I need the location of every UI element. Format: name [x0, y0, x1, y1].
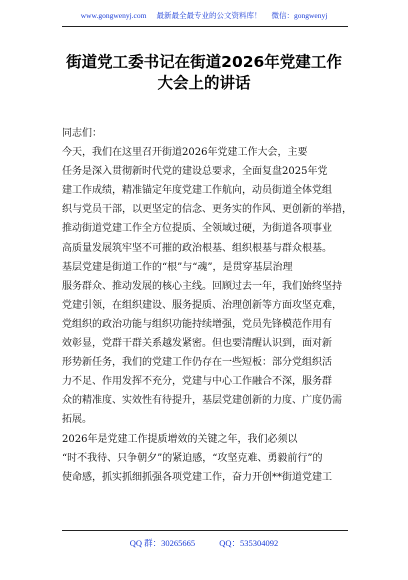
header-website[interactable]: www.gongwenyj.com	[80, 11, 147, 20]
header-wechat: 微信：gongwenyj	[271, 11, 328, 20]
body-line: 推动街道党建工作全方位提质、全领域过硬，为街道各项事业	[62, 223, 332, 235]
body-line: 党建引领，在组织建设、服务提质、治理创新等方面攻坚克难，	[62, 299, 342, 311]
page-footer	[0, 537, 408, 549]
salutation: 同志们：	[62, 128, 102, 139]
body-line: 2026年是党建工作提质增效的关键之年，我们必须以	[62, 433, 298, 445]
body-line: 基层党建是街道工作的“根”与“魂”，是贯穿基层治理	[62, 261, 293, 273]
body-line: 拓展。	[62, 414, 92, 426]
header-divider	[62, 26, 348, 27]
footer-qq: QQ：535304092	[219, 538, 279, 548]
body-line: 织与党员干部，以更坚定的信念、更务实的作风、更创新的举措，	[62, 204, 352, 216]
body-line: 党组织的政治功能与组织功能持续增强，党员先锋模范作用有	[62, 318, 332, 330]
body-line: 高质量发展筑牢坚不可摧的政治根基、组织根基与群众根基。	[62, 242, 332, 254]
body-line: “时不我待、只争朝夕”的紧迫感，“攻坚克难、勇毅前行”的	[62, 452, 323, 464]
title-line-2: 大会上的讲话	[157, 74, 251, 92]
footer-divider	[62, 530, 348, 531]
page-header	[0, 10, 408, 21]
body-line: 任务是深入贯彻新时代党的建设总要求，全面复盘2025年党	[62, 166, 328, 178]
document-title	[40, 52, 368, 94]
body-line: 使命感，抓实抓细抓强各项党建工作，奋力开创**街道党建工	[62, 471, 332, 483]
footer-qq-group: QQ 群：30265665	[129, 538, 196, 548]
body-line: 建工作成绩，精准锚定年度党建工作航向，动员街道全体党组	[62, 185, 332, 197]
body-line: 形势新任务，我们的党建工作仍存在一些短板：部分党组织活	[62, 357, 332, 369]
document-body	[62, 124, 352, 487]
body-line: 服务群众、推动发展的核心主线。回顾过去一年，我们始终坚持	[62, 280, 342, 292]
body-line: 效彰显，党群干群关系越发紧密。但也要清醒认识到，面对新	[62, 338, 332, 350]
body-line: 今天，我们在这里召开街道2026年党建工作大会，主要	[62, 147, 308, 159]
header-slogan: 最新最全最专业的公文资料库！	[156, 11, 262, 20]
body-line: 众的精准度、实效性有待提升，基层党建创新的力度、广度仍需	[62, 395, 342, 407]
title-line-1: 街道党工委书记在街道2026年党建工作	[66, 53, 342, 71]
body-line: 力不足、作用发挥不充分，党建与中心工作融合不深，服务群	[62, 376, 332, 388]
